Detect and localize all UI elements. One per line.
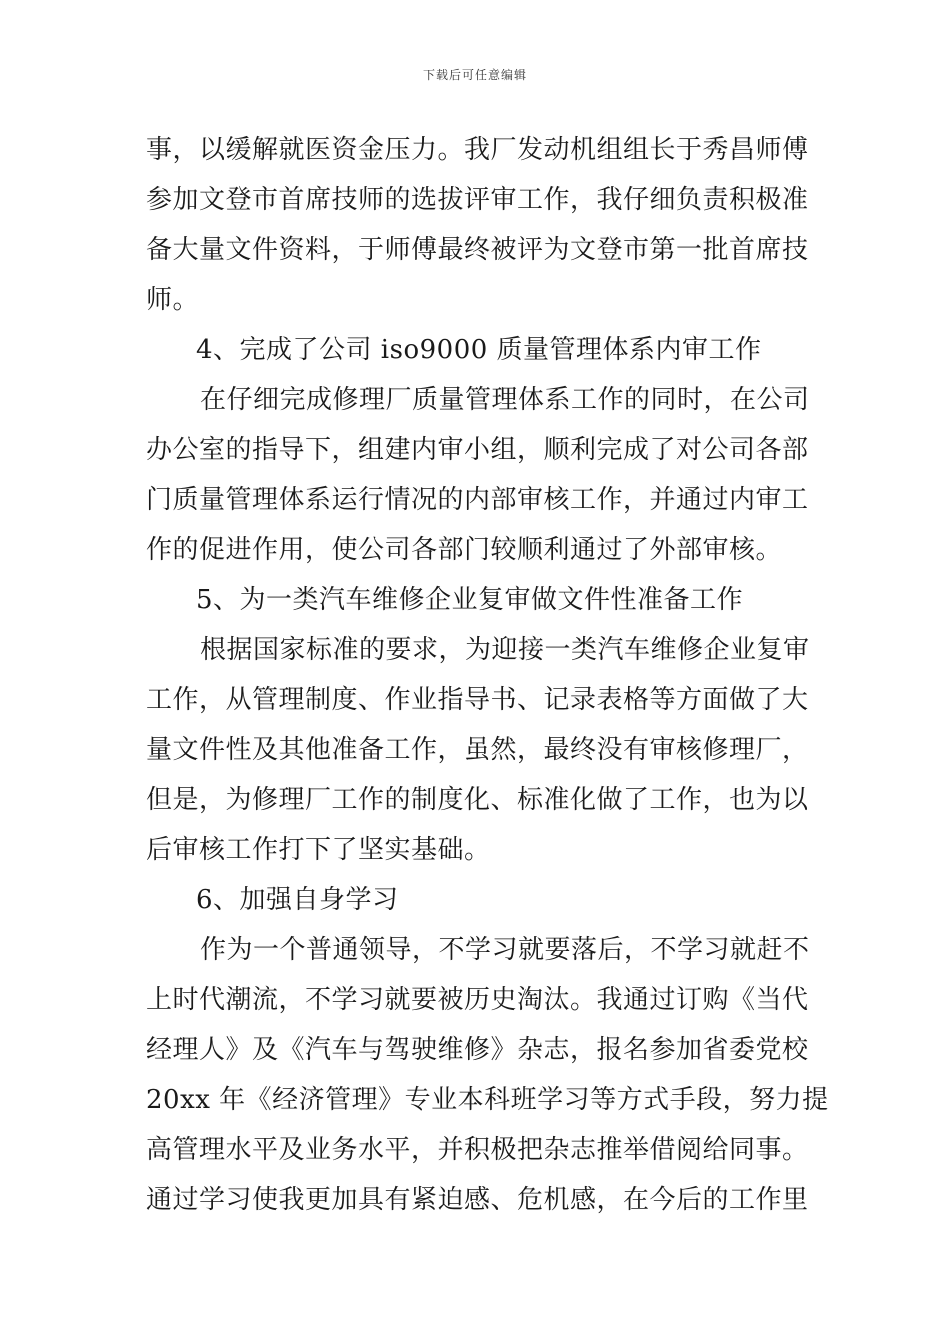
paragraph-start: 在仔细完成修理厂质量管理体系工作的同时，在公司 <box>200 385 810 415</box>
body-line: 高管理水平及业务水平，并积极把杂志推举借阅给同事。 <box>146 1135 809 1165</box>
body-line: 门质量管理体系运行情况的内部审核工作，并通过内审工 <box>146 485 809 515</box>
body-line: 办公室的指导下，组建内审小组，顺利完成了对公司各部 <box>146 435 809 465</box>
body-line: 工作，从管理制度、作业指导书、记录表格等方面做了大 <box>146 685 809 715</box>
paragraph-start: 根据国家标准的要求，为迎接一类汽车维修企业复审 <box>200 635 810 665</box>
body-line: 备大量文件资料，于师傅最终被评为文登市第一批首席技 <box>146 235 809 265</box>
body-line: 上时代潮流，不学习就要被历史淘汰。我通过订购《当代 <box>146 985 809 1015</box>
section-heading-6: 6、加强自身学习 <box>196 885 399 915</box>
body-line: 通过学习使我更加具有紧迫感、危机感，在今后的工作里 <box>146 1185 809 1215</box>
page-header: 下载后可任意编辑 <box>422 68 527 82</box>
body-line: 师。 <box>146 285 200 315</box>
section-heading-4: 4、完成了公司 iso9000 质量管理体系内审工作 <box>196 335 762 365</box>
paragraph-start: 作为一个普通领导，不学习就要落后，不学习就赶不 <box>200 935 810 965</box>
body-line: 事，以缓解就医资金压力。我厂发动机组组长于秀昌师傅 <box>146 135 809 165</box>
body-line: 但是，为修理厂工作的制度化、标准化做了工作，也为以 <box>146 785 809 815</box>
body-line: 参加文登市首席技师的选拔评审工作，我仔细负责积极准 <box>146 185 809 215</box>
body-line: 量文件性及其他准备工作，虽然，最终没有审核修理厂， <box>146 735 809 765</box>
section-heading-5: 5、为一类汽车维修企业复审做文件性准备工作 <box>196 585 744 615</box>
body-line: 作的促进作用，使公司各部门较顺利通过了外部审核。 <box>146 535 783 565</box>
body-line: 20xx 年《经济管理》专业本科班学习等方式手段，努力提 <box>146 1085 829 1115</box>
body-line: 后审核工作打下了坚实基础。 <box>146 835 491 865</box>
body-line: 经理人》及《汽车与驾驶维修》杂志，报名参加省委党校 <box>146 1035 809 1065</box>
